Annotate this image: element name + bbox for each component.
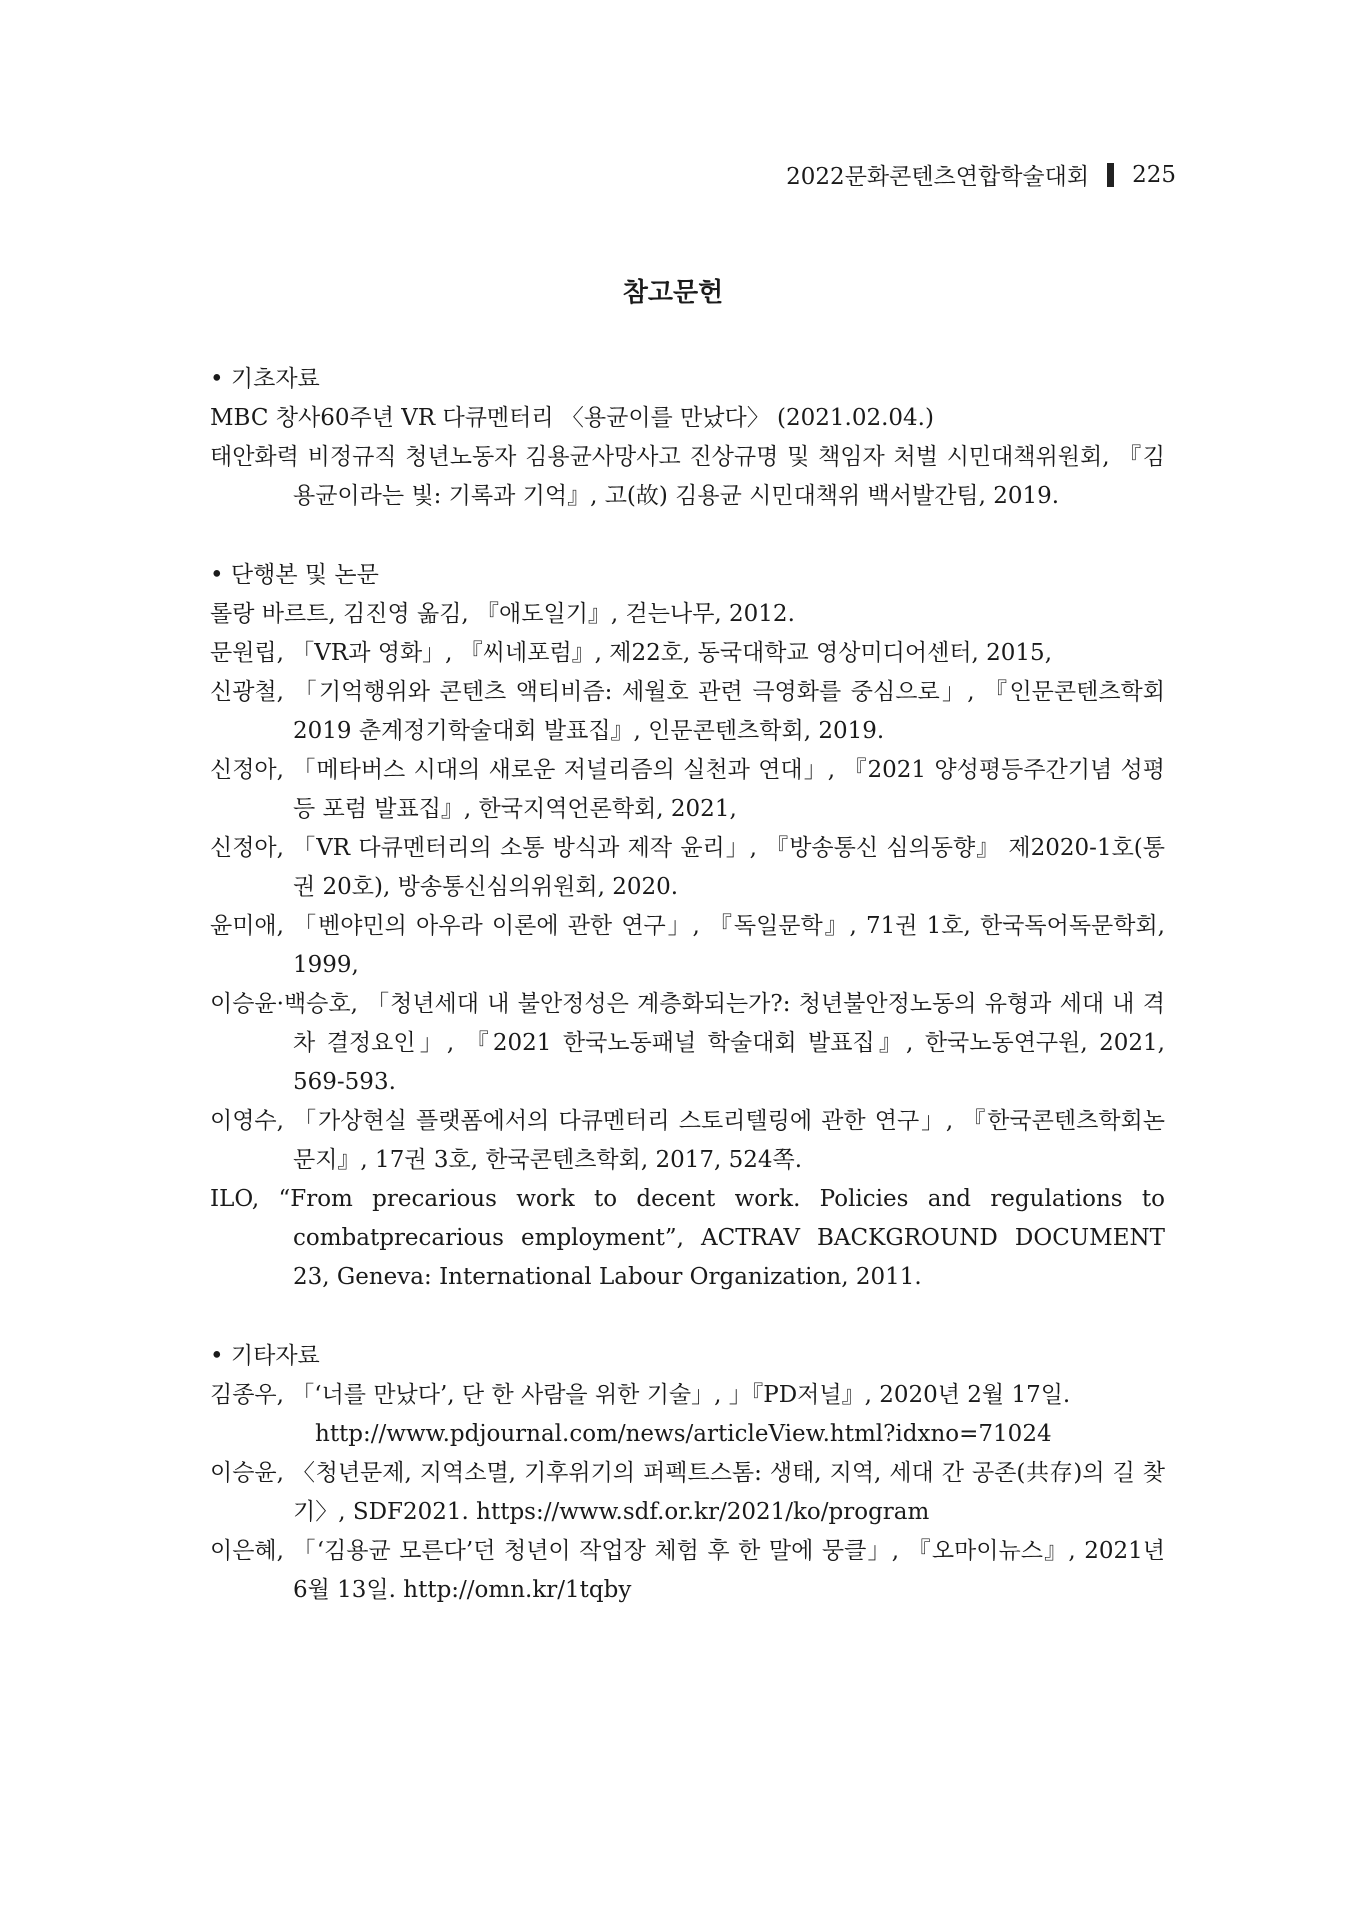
reference-entry: MBC 창사60주년 VR 다큐멘터리 〈용균이를 만났다〉 (2021.02.04.) [210,405,934,431]
reference-entry: 신정아, 「메타버스 시대의 새로운 저널리즘의 실천과 연대」, 『2021 양성평등주간기념 성평등 포럼 발표집』, 한국지역언론학회, 2021, [210,757,1165,822]
section-books-and-papers [210,556,1165,1297]
reference-entry: ILO, “From precarious work to decent work. Policies and regulations to combatprecarious employment”, ACTRAV BACKGROUND DOCUMENT 23, Geneva: International Labour Organization, 2011. [210,1186,1165,1290]
reference-text: 김종우, 「‘너를 만났다’, 단 한 사람을 위한 기술」, 」『PD저널』, 2020년 2월 17일. [210,1382,1071,1408]
reference-entry: 신광철, 「기억행위와 콘텐츠 액티비즘: 세월호 관련 극영화를 중심으로」, 『인문콘텐츠학회 2019 춘계정기학술대회 발표집』, 인문콘텐츠학회, 2019. [210,679,1165,744]
reference-entry: 윤미애, 「벤야민의 아우라 이론에 관한 연구」, 『독일문학』, 71권 1호, 한국독어독문학회, 1999, [210,913,1165,978]
reference-entry: 이은혜, 「‘김용균 모른다’던 청년이 작업장 체험 후 한 말에 뭉클」, 『오마이뉴스』, 2021년 6월 13일. http://omn.kr/1tqby [210,1538,1165,1603]
references-body [210,360,1165,1650]
page-title: 참고문헌 [622,278,724,308]
reference-entry: 롤랑 바르트, 김진영 옮김, 『애도일기』, 걷는나무, 2012. [210,601,795,627]
reference-entry: 이영수, 「가상현실 플랫폼에서의 다큐멘터리 스토리텔링에 관한 연구」, 『한국콘텐츠학회논문지』, 17권 3호, 한국콘텐츠학회, 2017, 524쪽. [210,1108,1165,1173]
reference-entry: 태안화력 비정규직 청년노동자 김용균사망사고 진상규명 및 책임자 처벌 시민대책위원회, 『김용균이라는 빛: 기록과 기억』, 고(故) 김용균 시민대책위 백서발간팀, 2019. [210,444,1165,509]
reference-entry: 신정아, 「VR 다큐멘터리의 소통 방식과 제작 윤리」, 『방송통신 심의동향』 제2020-1호(통권 20호), 방송통신심의위원회, 2020. [210,835,1165,900]
header-separator-bar [1107,163,1114,187]
section-other-materials [210,1337,1165,1610]
reference-entry: 이승윤, 〈청년문제, 지역소멸, 기후위기의 퍼펙트스톰: 생태, 지역, 세대 간 공존(共存)의 길 찾기〉, SDF2021. https://www.sdf.or.kr/2021/ko/program [210,1460,1165,1525]
reference-entry [210,1376,1165,1454]
reference-entry: 이승윤·백승호, 「청년세대 내 불안정성은 계층화되는가?: 청년불안정노동의 유형과 세대 내 격차 결정요인」, 『2021 한국노동패널 학술대회 발표집』, 한국노동연구원, 2021, 569-593. [210,991,1165,1095]
running-title: 2022문화콘텐츠연합학술대회 [786,164,1090,190]
section-heading: • 기초자료 [210,366,320,392]
section-heading: • 단행본 및 논문 [210,562,379,588]
section-basic-materials [210,360,1165,516]
running-header [786,158,1176,191]
reference-url[interactable]: http://www.pdjournal.com/news/articleView.html?idxno=71024 [315,1421,1052,1447]
page-number: 225 [1132,161,1176,188]
reference-entry: 문원립, 「VR과 영화」, 『씨네포럼』, 제22호, 동국대학교 영상미디어센터, 2015, [210,640,1053,666]
section-heading: • 기타자료 [210,1343,320,1369]
